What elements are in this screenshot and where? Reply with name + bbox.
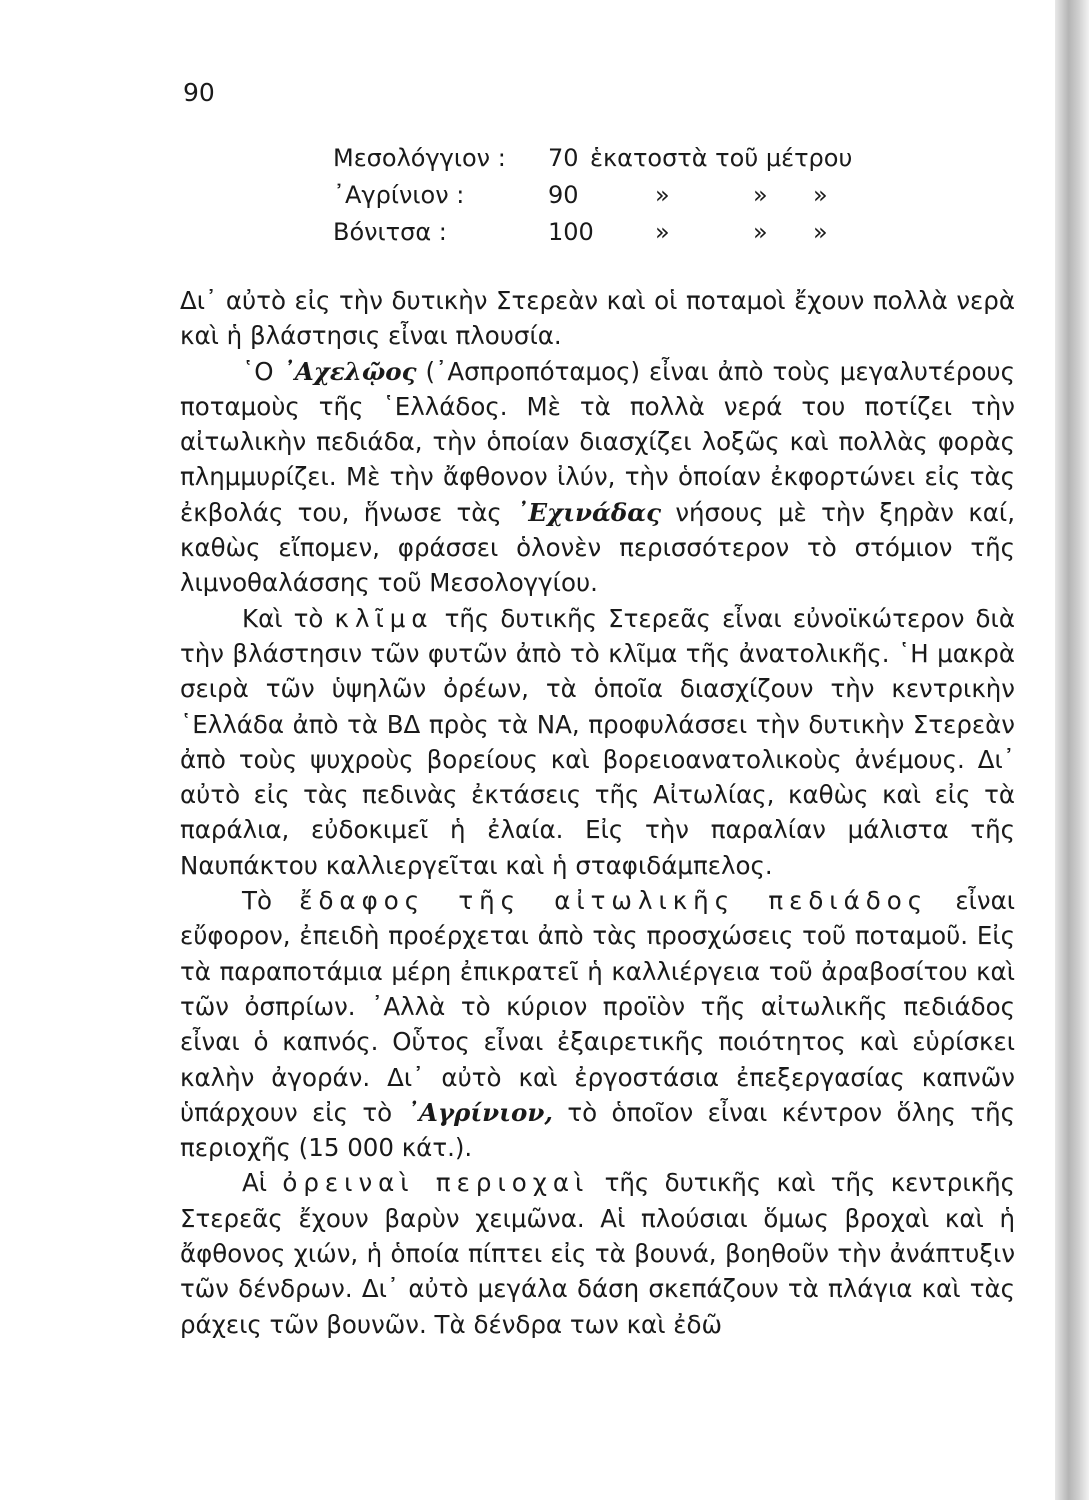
rainfall-place: ᾿Αγρίνιον :: [333, 181, 465, 209]
term-echinades: ᾿Εχινάδας: [516, 497, 662, 527]
rainfall-place: Βόνιτσα :: [333, 218, 447, 246]
rainfall-row: [333, 181, 893, 218]
rainfall-value: 90: [548, 181, 579, 209]
body-text: [180, 283, 1015, 1342]
paragraph-acheloos: ῾Ο ᾿Αχελῷος (᾿Ασπροπόταμος) εἶναι ἀπὸ τοὺς μεγαλυτέρους ποταμοὺς τῆς ῾Ελλάδος. Μὲ τὰ πολλὰ νερά του ποτίζει τὴν αἰτωλικὴν πεδιάδα, τὴν ὁποίαν διασχίζει λοξῶς καὶ πολλὰς φορὰς πλημμυρίζει. Μὲ τὴν ἄφθονον ἰλύν, τὴν ὁποίαν ἐκφορτώνει εἰς τὰς ἐκβολάς του, ἥνωσε τὰς ᾿Εχινάδας νήσους μὲ τὴν ξηρὰν καί, καθὼς εἴπομεν, φράσσει ὁλονὲν περισσότερον τὸ στόμιον τῆς λιμνοθαλάσσης τοῦ Μεσολογγίου.: [180, 356, 1015, 598]
paragraph-soil: Τὸ ἔδαφος τῆς αἰτωλικῆς πεδιάδος εἶναι εὔφορον, ἐπειδὴ προέρχεται ἀπὸ τὰς προσχώσεις τοῦ ποταμοῦ. Εἰς τὰ παραποτάμια μέρη ἐπικρατεῖ ἡ καλλιέργεια τοῦ ἀραβοσίτου καὶ τῶν ὀσπρίων. ᾿Αλλὰ τὸ κύριον προϊὸν τῆς αἰτωλικῆς πεδιάδος εἶναι ὁ καπνός. Οὗτος εἶναι ἐξαιρετικῆς ποιότητος καὶ εὑρίσκει καλὴν ἀγοράν. Δι᾿ αὐτὸ καὶ ἐργοστάσια ἐπεξεργασίας καπνῶν ὑπάρχουν εἰς τὸ ᾿Αγρίνιον, τὸ ὁποῖον εἶναι κέντρον ὅλης τῆς περιοχῆς (15 000 κάτ.).: [180, 886, 1016, 1163]
ditto-mark: »: [813, 181, 828, 209]
ditto-mark: »: [813, 218, 828, 246]
rainfall-unit: ἑκατοστὰ τοῦ μέτρου: [590, 144, 853, 172]
ditto-mark: »: [655, 218, 670, 246]
page-binding-edge: [1055, 0, 1089, 1500]
rainfall-row: [333, 144, 893, 181]
page-number: 90: [183, 78, 215, 107]
rainfall-row: [333, 218, 893, 255]
rainfall-table: [333, 144, 893, 255]
rainfall-value: 100: [548, 218, 594, 246]
term-mountain-regions: ὀρειναὶ περιοχαὶ: [282, 1168, 590, 1198]
rainfall-value: 70: [548, 144, 579, 172]
paragraph-mountains: Αἱ ὀρειναὶ περιοχαὶ τῆς δυτικῆς καὶ τῆς κεντρικῆς Στερεᾶς ἔχουν βαρὺν χειμῶνα. Αἱ πλούσιαι ὅμως βροχαὶ καὶ ἡ ἄφθονος χιών, ἡ ὁποία πίπτει εἰς τὰ βουνά, βοηθοῦν τὴν ἀνάπτυξιν τῶν δένδρων. Δι᾿ αὐτὸ μεγάλα δάση σκεπάζουν τὰ πλάγια καὶ τὰς ράχεις τῶν βουνῶν. Τὰ δένδρα των καὶ ἐδῶ: [180, 1168, 1015, 1339]
ditto-mark: »: [655, 181, 670, 209]
term-acheloos: ᾿Αχελῷος: [282, 356, 417, 386]
term-klima: κλῖμα: [334, 603, 434, 633]
ditto-mark: »: [753, 218, 768, 246]
rainfall-place: Μεσολόγγιον :: [333, 144, 506, 172]
term-agrinion: ᾿Αγρίνιον,: [406, 1097, 553, 1127]
paragraph-rivers: Δι᾿ αὐτὸ εἰς τὴν δυτικὴν Στερεὰν καὶ οἱ ποταμοὶ ἔχουν πολλὰ νερὰ καὶ ἡ βλάστησις εἶναι πλουσία.: [180, 286, 1015, 351]
paragraph-climate: Καὶ τὸ κλῖμα τῆς δυτικῆς Στερεᾶς εἶναι εὐνοϊκώτερον διὰ τὴν βλάστησιν τῶν φυτῶν ἀπὸ τὸ κλῖμα τῆς ἀνατολικῆς. ῾Η μακρὰ σειρὰ τῶν ὑψηλῶν ὀρέων, τὰ ὁποῖα διασχίζουν τὴν κεντρικὴν ῾Ελλάδα ἀπὸ τὰ ΒΔ πρὸς τὰ ΝΑ, προφυλάσσει τὴν δυτικὴν Στερεὰν ἀπὸ τοὺς ψυχροὺς βορείους καὶ βορειοανατολικοὺς ἀνέμους. Δι᾿ αὐτὸ εἰς τὰς πεδινὰς ἐκτάσεις τῆς Αἰτωλίας, καθὼς καὶ εἰς τὰ παράλια, εὐδοκιμεῖ ἡ ἐλαία. Εἰς τὴν παραλίαν μάλιστα τῆς Ναυπάκτου καλλιεργεῖται καὶ ἡ σταφιδάμπελος.: [180, 603, 1015, 880]
term-soil: ἔδαφος τῆς αἰτωλικῆς πεδιάδος: [299, 886, 929, 916]
ditto-mark: »: [753, 181, 768, 209]
